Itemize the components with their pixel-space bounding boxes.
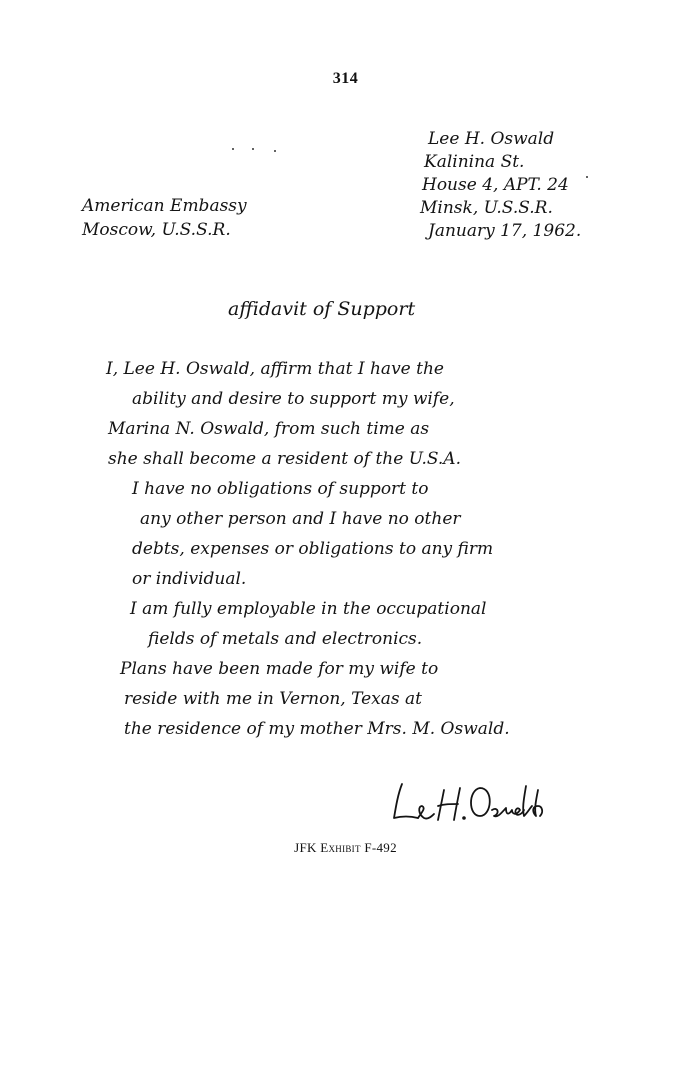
- body-line: the residence of my mother Mrs. M. Oswald.: [124, 719, 510, 739]
- body-line: Plans have been made for my wife to: [120, 659, 439, 679]
- body-line: I am fully employable in the occupational: [130, 599, 487, 619]
- body-line: Marina N. Oswald, from such time as: [108, 419, 430, 439]
- body-line: ability and desire to support my wife,: [132, 389, 455, 409]
- recipient-city: Moscow, U.S.S.R.: [82, 220, 231, 240]
- scan-speck: [274, 150, 276, 152]
- body-line: any other person and I have no other: [140, 509, 461, 529]
- body-line: debts, expenses or obligations to any firm: [132, 539, 494, 559]
- sender-name: Lee H. Oswald: [428, 129, 555, 149]
- body-line: she shall become a resident of the U.S.A.: [108, 449, 461, 469]
- sender-street: Kalinina St.: [424, 152, 525, 172]
- body-line: reside with me in Vernon, Texas at: [124, 689, 422, 709]
- handwritten-signature: [388, 776, 548, 826]
- sender-city: Minsk, U.S.S.R.: [420, 198, 553, 218]
- affidavit-body: [106, 354, 510, 744]
- recipient-name: American Embassy: [82, 196, 247, 216]
- scan-speck: [586, 176, 588, 178]
- scan-speck: [232, 148, 234, 150]
- recipient-address: [82, 194, 247, 242]
- sender-address: [420, 128, 581, 243]
- body-line: I have no obligations of support to: [132, 479, 429, 499]
- scan-speck: [252, 148, 254, 150]
- exhibit-label-text: JFK Exhibit F-492: [294, 840, 397, 855]
- body-line: fields of metals and electronics.: [148, 629, 423, 649]
- page-number: 314: [332, 70, 359, 87]
- body-line: I, Lee H. Oswald, affirm that I have the: [106, 359, 444, 379]
- sender-house: House 4, APT. 24: [422, 175, 569, 195]
- letter-date: January 17, 1962.: [428, 221, 582, 241]
- document-title: affidavit of Support: [228, 298, 416, 320]
- body-line: or individual.: [132, 569, 247, 589]
- exhibit-label: [0, 840, 691, 856]
- signature-graphic: [388, 776, 548, 826]
